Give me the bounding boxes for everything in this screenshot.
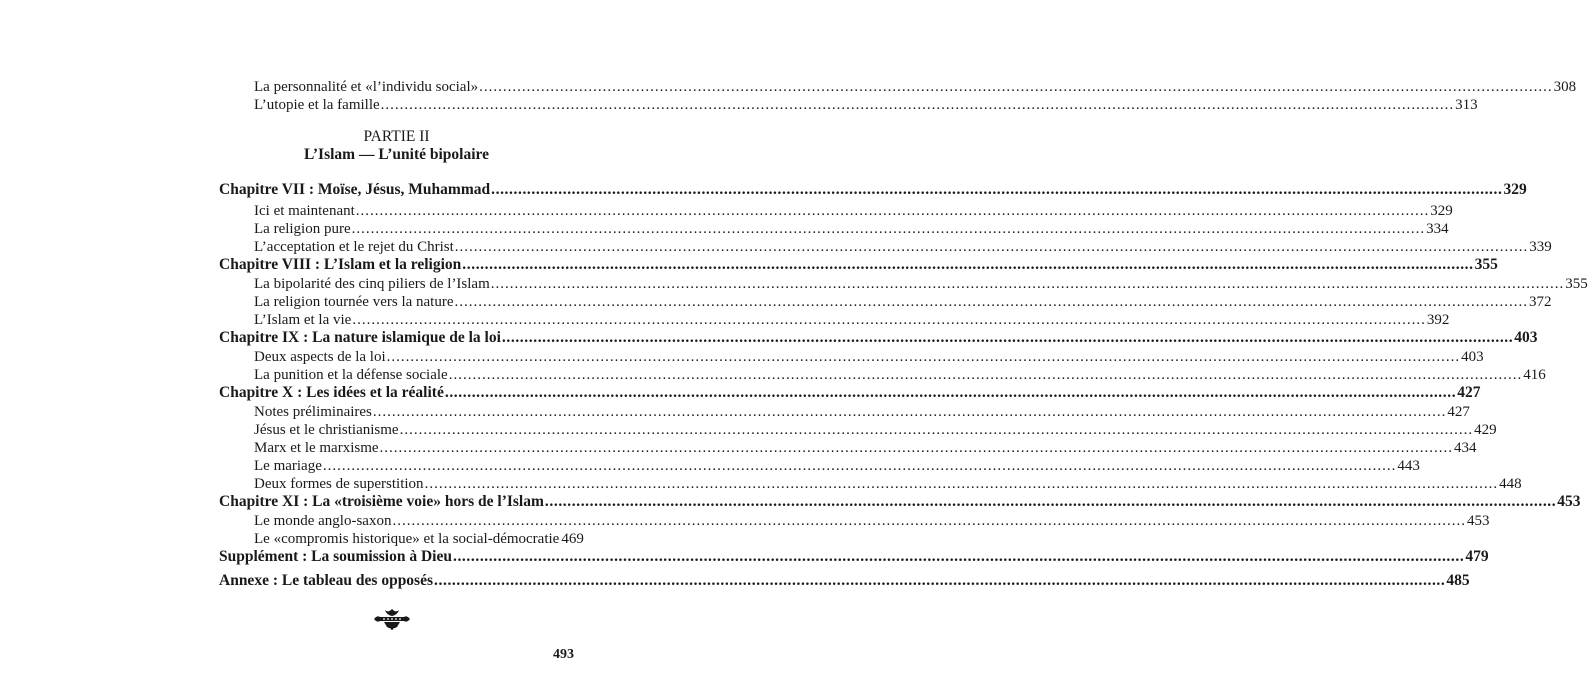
toc-chapter[interactable] <box>219 383 1481 403</box>
entry-title: La religion tournée vers la nature <box>254 294 454 310</box>
chapter-title: Chapitre IX : La nature islamique de la loi <box>219 329 501 346</box>
toc-entry[interactable] <box>254 201 1453 221</box>
chapter-page: 403 <box>1514 329 1538 346</box>
entry-page: 355 <box>1565 276 1588 292</box>
entry-title: Deux aspects de la loi <box>254 349 386 365</box>
entry-title: L’Islam et la vie <box>254 312 352 328</box>
dot-leader <box>387 347 1461 367</box>
toc-chapter[interactable] <box>219 180 1527 200</box>
toc-entry[interactable] <box>254 292 1552 312</box>
dot-leader <box>373 402 1447 422</box>
toc-chapter[interactable] <box>219 328 1538 348</box>
toc-entry[interactable] <box>254 219 1449 239</box>
entry-title: Le mariage <box>254 458 322 474</box>
entry-title: Marx et le marxisme <box>254 440 379 456</box>
entry-page: 308 <box>1553 79 1577 95</box>
chapter-page: 427 <box>1457 384 1481 401</box>
dot-leader <box>381 95 1455 115</box>
dot-leader <box>449 365 1523 385</box>
entry-page: 443 <box>1397 458 1420 474</box>
page-number: 493 <box>553 647 574 662</box>
annexe-title: Annexe : Le tableau des opposés <box>219 572 434 589</box>
entry-page: 453 <box>1466 513 1490 529</box>
dot-leader <box>479 77 1553 97</box>
toc-entry[interactable] <box>254 529 584 549</box>
toc-entry[interactable] <box>254 347 1484 367</box>
entry-page: 403 <box>1461 349 1484 365</box>
toc-entry[interactable] <box>254 310 1450 330</box>
dot-leader <box>455 237 1529 257</box>
entry-page: 448 <box>1499 476 1522 492</box>
toc-entry[interactable] <box>254 237 1552 257</box>
entry-page: 427 <box>1447 404 1470 420</box>
dot-leader <box>491 274 1565 294</box>
annexe-page: 485 <box>1446 572 1470 589</box>
toc-entry[interactable] <box>254 438 1477 458</box>
toc-entry[interactable] <box>254 95 1478 115</box>
entry-page: 339 <box>1529 239 1552 255</box>
toc-entry[interactable] <box>254 456 1420 476</box>
dot-leader <box>380 438 1454 458</box>
dot-leader <box>356 201 1430 221</box>
chapter-title: Chapitre VII : Moïse, Jésus, Muhammad <box>219 181 491 198</box>
dot-leader <box>455 292 1529 312</box>
entry-page: 334 <box>1426 221 1449 237</box>
entry-title: La personnalité et «l’individu social» <box>254 79 479 95</box>
entry-title: La bipolarité des cinq piliers de l’Islam <box>254 276 490 292</box>
entry-title: Notes préliminaires <box>254 404 372 420</box>
entry-page: 392 <box>1426 312 1450 328</box>
chapter-page: 355 <box>1474 256 1498 273</box>
toc-entry[interactable] <box>254 274 1588 294</box>
chapter-title: Chapitre XI : La «troisième voie» hors de l’Islam <box>219 493 544 510</box>
entry-page: 372 <box>1529 294 1552 310</box>
dot-leader <box>462 255 1473 275</box>
toc-annexe[interactable] <box>219 571 1470 591</box>
toc-entry[interactable] <box>254 77 1577 97</box>
entry-page: 469 <box>561 531 584 547</box>
dot-leader <box>392 511 1466 531</box>
dot-leader <box>445 383 1456 403</box>
entry-title: Deux formes de superstition <box>254 476 424 492</box>
dot-leader <box>425 474 1499 494</box>
toc-chapter[interactable] <box>219 492 1581 512</box>
part-number: PARTIE II <box>363 128 430 145</box>
chapter-title: Chapitre X : Les idées et la réalité <box>219 384 444 401</box>
entry-title: La religion pure <box>254 221 351 237</box>
toc-chapter[interactable] <box>219 255 1498 275</box>
entry-page: 313 <box>1455 97 1478 113</box>
ornament-icon <box>372 608 412 630</box>
entry-page: 329 <box>1430 203 1453 219</box>
part-title: L’Islam — L’unité bipolaire <box>303 146 490 163</box>
dot-leader <box>453 547 1464 567</box>
dot-leader <box>323 456 1397 476</box>
dot-leader <box>352 310 1426 330</box>
entry-title: La punition et la défense sociale <box>254 367 448 383</box>
toc-entry[interactable] <box>254 474 1522 494</box>
entry-page: 434 <box>1454 440 1477 456</box>
dot-leader <box>545 492 1556 512</box>
dot-leader <box>352 219 1426 239</box>
entry-title: Ici et maintenant <box>254 203 355 219</box>
toc-supplement[interactable] <box>219 547 1489 567</box>
dot-leader <box>400 420 1474 440</box>
entry-title: L’acceptation et le rejet du Christ <box>254 239 454 255</box>
toc-entry[interactable] <box>254 511 1490 531</box>
dot-leader <box>491 180 1502 200</box>
entry-page: 429 <box>1474 422 1497 438</box>
entry-title: Le monde anglo-saxon <box>254 513 392 529</box>
supplement-title: Supplément : La soumission à Dieu <box>219 548 452 565</box>
chapter-page: 329 <box>1503 181 1527 198</box>
toc-entry[interactable] <box>254 420 1497 440</box>
toc-entry[interactable] <box>254 365 1546 385</box>
entry-title: L’utopie et la famille <box>254 97 380 113</box>
entry-title: Le «compromis historique» et la social-démocratie <box>254 531 560 547</box>
dot-leader <box>434 571 1445 591</box>
chapter-page: 453 <box>1557 493 1581 510</box>
entry-title: Jésus et le christianisme <box>254 422 399 438</box>
supplement-page: 479 <box>1465 548 1489 565</box>
toc-entry[interactable] <box>254 402 1470 422</box>
chapter-title: Chapitre VIII : L’Islam et la religion <box>219 256 462 273</box>
entry-page: 416 <box>1523 367 1546 383</box>
dot-leader <box>502 328 1513 348</box>
